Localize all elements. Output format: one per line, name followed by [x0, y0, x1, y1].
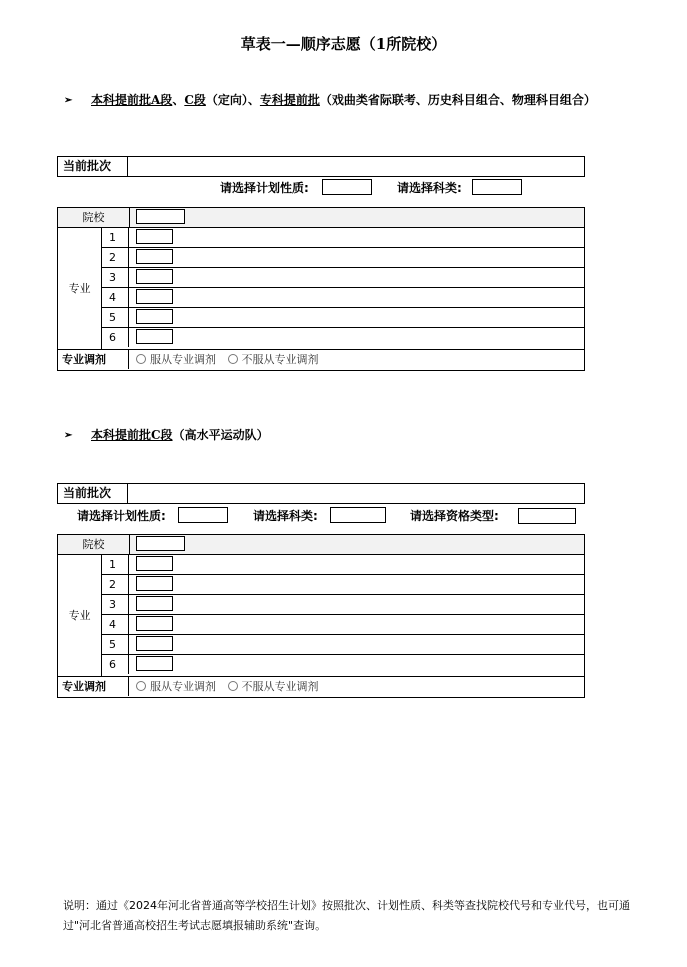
heading-part: 本科提前批C段: [91, 428, 173, 442]
section-2-heading: [64, 424, 639, 447]
major-number: 1: [102, 555, 129, 574]
major-number: 3: [102, 595, 129, 614]
current-batch-label: 当前批次: [58, 484, 128, 503]
radio-icon[interactable]: [136, 354, 146, 364]
major-number: 4: [102, 288, 129, 307]
page-title: 草表一—顺序志愿（1所院校）: [240, 35, 447, 53]
heading-part: （定向）、: [205, 93, 260, 107]
adjust-decline-option[interactable]: [228, 680, 319, 693]
current-batch-label: 当前批次: [58, 157, 128, 176]
major-row: [102, 228, 584, 248]
major-row: [102, 248, 584, 268]
major-number: 1: [102, 228, 129, 247]
adjust-accept-option[interactable]: [136, 680, 216, 693]
school-row: [58, 208, 584, 228]
adjust-label: 专业调剂: [58, 677, 129, 696]
plan-type-select[interactable]: [178, 507, 228, 523]
major-block: [58, 228, 584, 350]
school-label: 院校: [58, 208, 130, 227]
school-code-input[interactable]: [136, 536, 185, 551]
major-number: 6: [102, 655, 129, 674]
adjust-row: [58, 677, 584, 697]
major-code-input[interactable]: [136, 329, 173, 344]
adjust-decline-option[interactable]: [228, 353, 319, 366]
major-number: 5: [102, 308, 129, 327]
subject-type-label: 请选择科类:: [397, 181, 462, 195]
school-code-input[interactable]: [136, 209, 185, 224]
radio-icon[interactable]: [136, 681, 146, 691]
major-code-input[interactable]: [136, 636, 173, 651]
heading-part: 、: [172, 93, 185, 107]
major-code-input[interactable]: [136, 656, 173, 671]
subject-type-label: 请选择科类:: [253, 509, 318, 523]
qualification-type-select[interactable]: [518, 508, 576, 524]
major-row: [102, 635, 584, 655]
major-code-input[interactable]: [136, 576, 173, 591]
adjust-accept-label: 服从专业调剂: [150, 353, 216, 366]
volunteer-table-1: [57, 207, 585, 371]
major-number: 3: [102, 268, 129, 287]
arrow-bullet-icon: ➢: [64, 430, 73, 441]
major-code-input[interactable]: [136, 229, 173, 244]
subject-type-select[interactable]: [330, 507, 386, 523]
subject-type-select[interactable]: [472, 179, 522, 195]
current-batch-field[interactable]: [57, 156, 585, 177]
major-code-input[interactable]: [136, 289, 173, 304]
major-row: [102, 288, 584, 308]
major-number: 4: [102, 615, 129, 634]
current-batch-field[interactable]: [57, 483, 585, 504]
adjust-label: 专业调剂: [58, 350, 129, 369]
adjust-accept-option[interactable]: [136, 353, 216, 366]
heading-part: C段: [184, 93, 206, 107]
heading-part: 本科提前批A段: [91, 93, 173, 107]
footnote: 说明：通过《2024年河北省普通高等学校招生计划》按照批次、计划性质、科类等查找院校代号和专业代号，也可通过"河北省普通高校招生考试志愿填报辅助系统"查询。: [63, 899, 630, 932]
radio-icon[interactable]: [228, 681, 238, 691]
adjust-accept-label: 服从专业调剂: [150, 680, 216, 693]
major-row: [102, 308, 584, 328]
major-label: 专业: [58, 555, 102, 676]
major-number: 5: [102, 635, 129, 654]
radio-icon[interactable]: [228, 354, 238, 364]
school-row: [58, 535, 584, 555]
major-code-input[interactable]: [136, 249, 173, 264]
volunteer-table-2: [57, 534, 585, 698]
major-label: 专业: [58, 228, 102, 349]
plan-type-select[interactable]: [322, 179, 372, 195]
major-number: 2: [102, 248, 129, 267]
major-code-input[interactable]: [136, 309, 173, 324]
adjust-decline-label: 不服从专业调剂: [241, 353, 319, 366]
section-1-heading: [64, 89, 639, 112]
qualification-type-label: 请选择资格类型:: [410, 509, 499, 523]
adjust-options: [136, 350, 327, 369]
major-code-input[interactable]: [136, 556, 173, 571]
heading-part: 专科提前批: [259, 93, 320, 107]
major-row: [102, 328, 584, 349]
major-number: 2: [102, 575, 129, 594]
major-code-input[interactable]: [136, 596, 173, 611]
major-row: [102, 595, 584, 615]
major-code-input[interactable]: [136, 269, 173, 284]
heading-part: （高水平运动队）: [172, 428, 269, 442]
school-label: 院校: [58, 535, 130, 554]
adjust-decline-label: 不服从专业调剂: [241, 680, 319, 693]
major-block: [58, 555, 584, 677]
plan-type-label: 请选择计划性质:: [220, 181, 309, 195]
major-row: [102, 555, 584, 575]
adjust-row: [58, 350, 584, 370]
major-number: 6: [102, 328, 129, 347]
major-row: [102, 268, 584, 288]
heading-part: （戏曲类省际联考、历史科目组合、物理科目组合）: [319, 93, 596, 107]
major-code-input[interactable]: [136, 616, 173, 631]
major-row: [102, 655, 584, 676]
arrow-bullet-icon: ➢: [64, 95, 73, 106]
plan-type-label: 请选择计划性质:: [77, 509, 166, 523]
adjust-options: [136, 677, 327, 696]
major-row: [102, 575, 584, 595]
major-row: [102, 615, 584, 635]
